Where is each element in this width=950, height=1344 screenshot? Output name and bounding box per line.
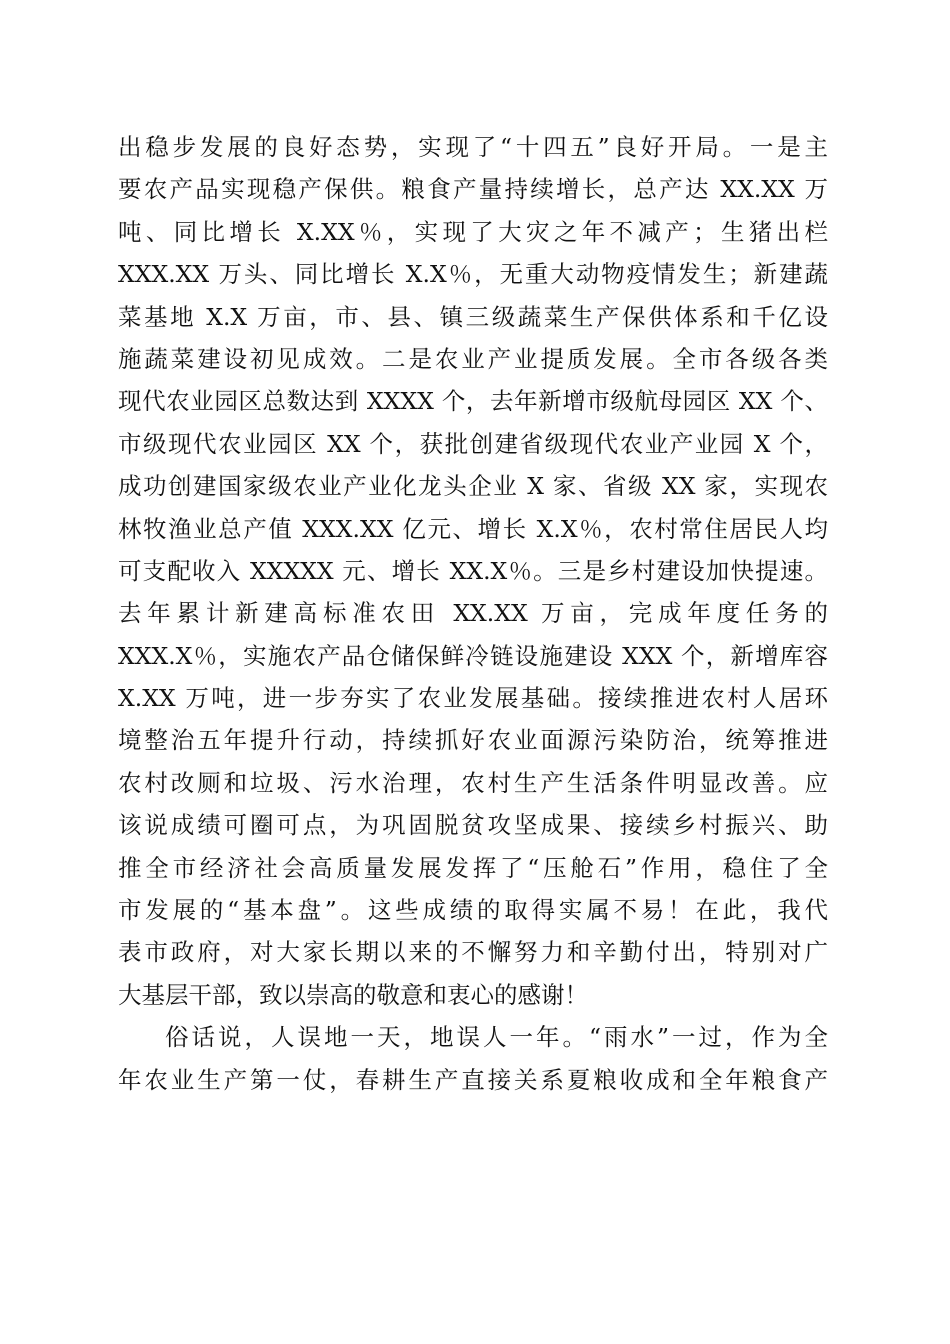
text-line: 俗话说，人误地一天，地误人一年。“雨水”一过，作为全 [165, 1023, 828, 1052]
text-line: 施蔬菜建设初见成效。二是农业产业提质发展。全市各级各类 [118, 344, 828, 373]
text-line: 菜基地 X.X 万亩，市、县、镇三级蔬菜生产保供体系和千亿设 [118, 302, 828, 331]
text-line: 年农业生产第一仗，春耕生产直接关系夏粮收成和全年粮食产 [118, 1065, 828, 1094]
text-line: 去年累计新建高标准农田 XX.XX 万亩，完成年度任务的 [118, 599, 828, 628]
text-line: 推全市经济社会高质量发展发挥了“压舱石”作用，稳住了全 [118, 853, 828, 882]
paragraph-1 [118, 126, 828, 1016]
text-line: 该说成绩可圈可点，为巩固脱贫攻坚成果、接续乡村振兴、助 [118, 811, 828, 840]
text-line: XXX.X％，实施农产品仓储保鲜冷链设施建设 XXX 个，新增库容 [118, 641, 828, 670]
body-text [118, 126, 828, 1101]
text-line: 市发展的“基本盘”。这些成绩的取得实属不易！在此，我代 [118, 896, 828, 925]
text-line: XXX.XX 万头、同比增长 X.X％，无重大动物疫情发生；新建蔬 [118, 260, 828, 289]
text-line: 农村改厕和垃圾、污水治理，农村生产生活条件明显改善。应 [118, 768, 828, 797]
text-line: 境整治五年提升行动，持续抓好农业面源污染防治，统筹推进 [118, 726, 828, 755]
paragraph-2 [118, 1016, 828, 1101]
text-line: 成功创建国家级农业产业化龙头企业 X 家、省级 XX 家，实现农 [118, 472, 828, 501]
text-line: 表市政府，对大家长期以来的不懈努力和辛勤付出，特别对广 [118, 938, 828, 967]
text-line: 市级现代农业园区 XX 个，获批创建省级现代农业产业园 X 个， [118, 429, 828, 458]
text-line: X.XX 万吨，进一步夯实了农业发展基础。接续推进农村人居环 [118, 684, 828, 713]
text-line: 吨、同比增长 X.XX％，实现了大灾之年不减产；生猪出栏 [118, 217, 828, 246]
text-line: 出稳步发展的良好态势，实现了“十四五”良好开局。一是主 [118, 133, 828, 161]
text-line: 林牧渔业总产值 XXX.XX 亿元、增长 X.X％，农村常住居民人均 [118, 514, 828, 543]
text-line: 现代农业园区总数达到 XXXX 个，去年新增市级航母园区 XX 个、 [118, 387, 828, 416]
text-line: 大基层干部，致以崇高的敬意和衷心的感谢！ [118, 980, 588, 1009]
text-line: 可支配收入 XXXXX 元、增长 XX.X％。三是乡村建设加快提速。 [118, 556, 828, 585]
text-line: 要农产品实现稳产保供。粮食产量持续增长，总产达 XX.XX 万 [118, 175, 828, 204]
